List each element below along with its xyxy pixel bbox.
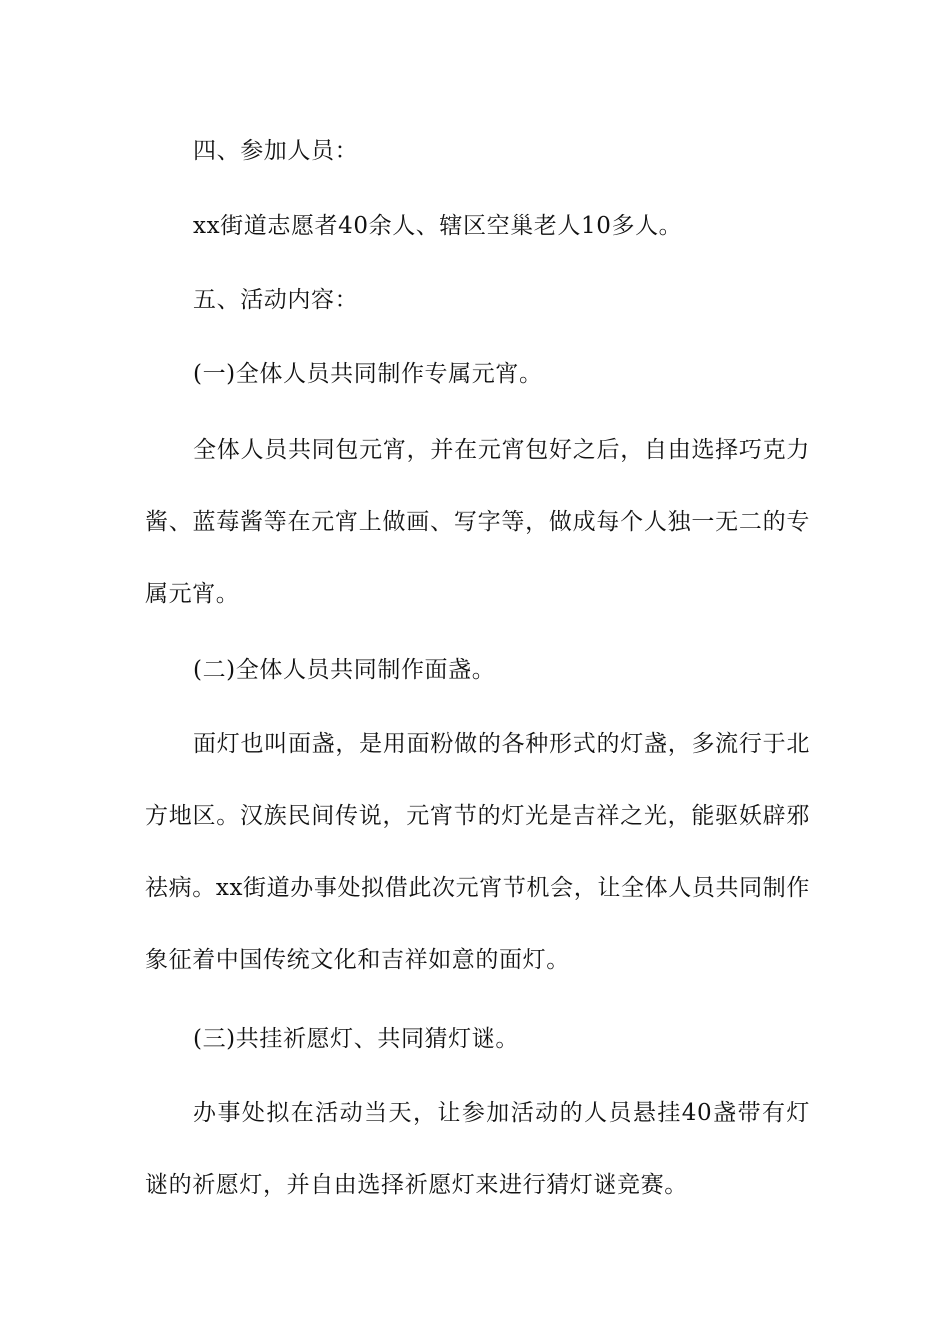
activity-2-text: 面灯也叫面盏，是用面粉做的各种形式的灯盏，多流行于北方地区。汉族民间传说，元宵节的灯光是吉祥之光，能驱妖辟邪祛病。xx街道办事处拟借此次元宵节机会，让全体人员共同制作象征着中国传统文化和吉祥如意的面灯。 <box>145 731 810 973</box>
activity-2-heading: (二)全体人员共同制作面盏。 <box>193 657 496 683</box>
section-heading-participants: 四、参加人员： <box>193 138 359 164</box>
activity-3-heading: (三)共挂祈愿灯、共同猜灯谜。 <box>193 1026 519 1052</box>
activity-3-text: 办事处拟在活动当天，让参加活动的人员悬挂40盏带有灯谜的祈愿灯，并自由选择祈愿灯来进行猜灯谜竞赛。 <box>145 1100 810 1198</box>
activity-1-text: 全体人员共同包元宵，并在元宵包好之后，自由选择巧克力酱、蓝莓酱等在元宵上做画、写字等，做成每个人独一无二的专属元宵。 <box>145 437 810 607</box>
participants-text: xx街道志愿者40余人、辖区空巢老人10多人。 <box>193 213 683 239</box>
activity-1-heading: (一)全体人员共同制作专属元宵。 <box>193 361 543 387</box>
section-heading-activities: 五、活动内容： <box>193 287 359 313</box>
